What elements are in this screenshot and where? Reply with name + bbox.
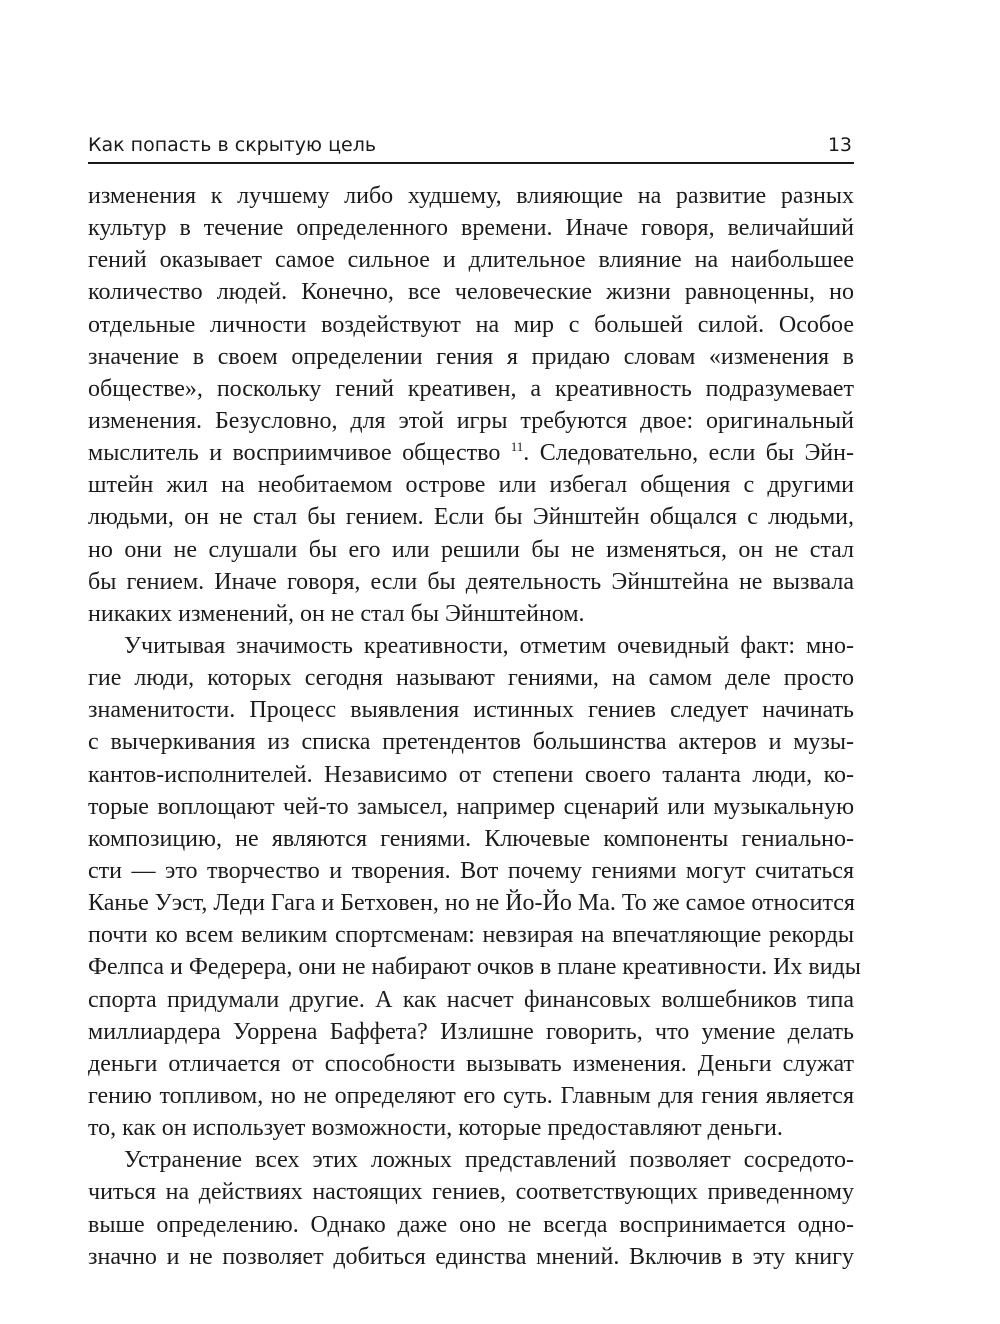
text-line: спорта придумали другие. А как насчет финансовых волшебников типа [88, 986, 854, 1013]
text-line: композицию, не являются гениями. Ключевые компоненты гениально- [88, 825, 854, 852]
text-line: гений оказывает самое сильное и длительное влияние на наибольшее [88, 247, 854, 274]
text-line: кантов-исполнителей. Независимо от степени своего таланта люди, ко- [88, 761, 854, 788]
text-line: изменения. Безусловно, для этой игры требуются двое: оригинальный [88, 407, 854, 434]
footnote-marker[interactable]: 11 [510, 439, 524, 455]
text-line: обществе», поскольку гений креативен, а креативность подразумевает [88, 375, 854, 402]
text-line: гие люди, которых сегодня называют гениями, на самом деле просто [88, 665, 854, 692]
text-line: штейн жил на необитаемом острове или избегал общения с другими [88, 472, 854, 499]
text-line: культур в течение определенного времени. Иначе говоря, величайший [88, 215, 854, 242]
body-text [88, 180, 861, 1273]
text-line: сти — это творчество и творения. Вот почему гениями могут считаться [88, 857, 854, 884]
running-header-title: Как попасть в скрытую цель [88, 134, 377, 156]
text-line: количество людей. Конечно, все человеческие жизни равноценны, но [88, 279, 854, 306]
text-line: но они не слушали бы его или решили бы не изменяться, он не стал [88, 536, 854, 563]
text-line: Учитывая значимость креативности, отметим очевидный факт: мно- [124, 632, 854, 659]
text-line: значно и не позволяет добиться единства мнений. Включив в эту книгу [88, 1243, 854, 1270]
text-line: бы гением. Иначе говоря, если бы деятельность Эйнштейна не вызвала [88, 568, 854, 595]
text-line: Канье Уэст, Леди Гага и Бетховен, но не Йо-Йо Ма. То же самое относится [88, 890, 855, 917]
text-line: знаменитости. Процесс выявления истинных гениев следует начинать [88, 697, 854, 724]
text-line: читься на действиях настоящих гениев, соответствующих приведенному [88, 1179, 854, 1206]
text-line: деньги отличается от способности вызывать изменения. Деньги служат [88, 1050, 854, 1077]
text-line: значение в своем определении гения я придаю словам «изменения в [88, 343, 854, 370]
text-fragment: . Следовательно, если бы Эйн- [523, 440, 854, 467]
text-line: почти ко всем великим спортсменам: невзирая на впечатляющие рекорды [88, 922, 854, 949]
text-line: Устранение всех этих ложных представлений позволяет сосредото- [124, 1147, 854, 1174]
page-number: 13 [827, 134, 852, 156]
text-line: отдельные личности воздействуют на мир с большей силой. Особое [88, 311, 854, 338]
text-fragment: мыслитель и восприимчивое общество [88, 440, 511, 467]
text-line: выше определению. Однако даже оно не всегда воспринимается одно- [88, 1211, 854, 1238]
text-line: никаких изменений, он не стал бы Эйнштейном. [88, 600, 585, 627]
text-line: торые воплощают чей-то замысел, например сценарий или музыкальную [88, 793, 854, 820]
text-line-with-footnote [88, 437, 854, 469]
text-line: то, как он использует возможности, которые предоставляют деньги. [88, 1115, 783, 1142]
text-line: изменения к лучшему либо худшему, влияющие на развитие разных [88, 183, 854, 209]
text-line: миллиардера Уоррена Баффета? Излишне говорить, что умение делать [88, 1018, 854, 1045]
running-header [88, 130, 854, 164]
text-line: людьми, он не стал бы гением. Если бы Эйнштейн общался с людьми, [88, 504, 854, 531]
text-line: гению топливом, но не определяют его суть. Главным для гения является [88, 1082, 854, 1109]
text-line: с вычеркивания из списка претендентов большинства актеров и музы- [88, 729, 854, 756]
text-line: Фелпса и Федерера, они не набирают очков в плане креативности. Их виды [88, 954, 861, 981]
